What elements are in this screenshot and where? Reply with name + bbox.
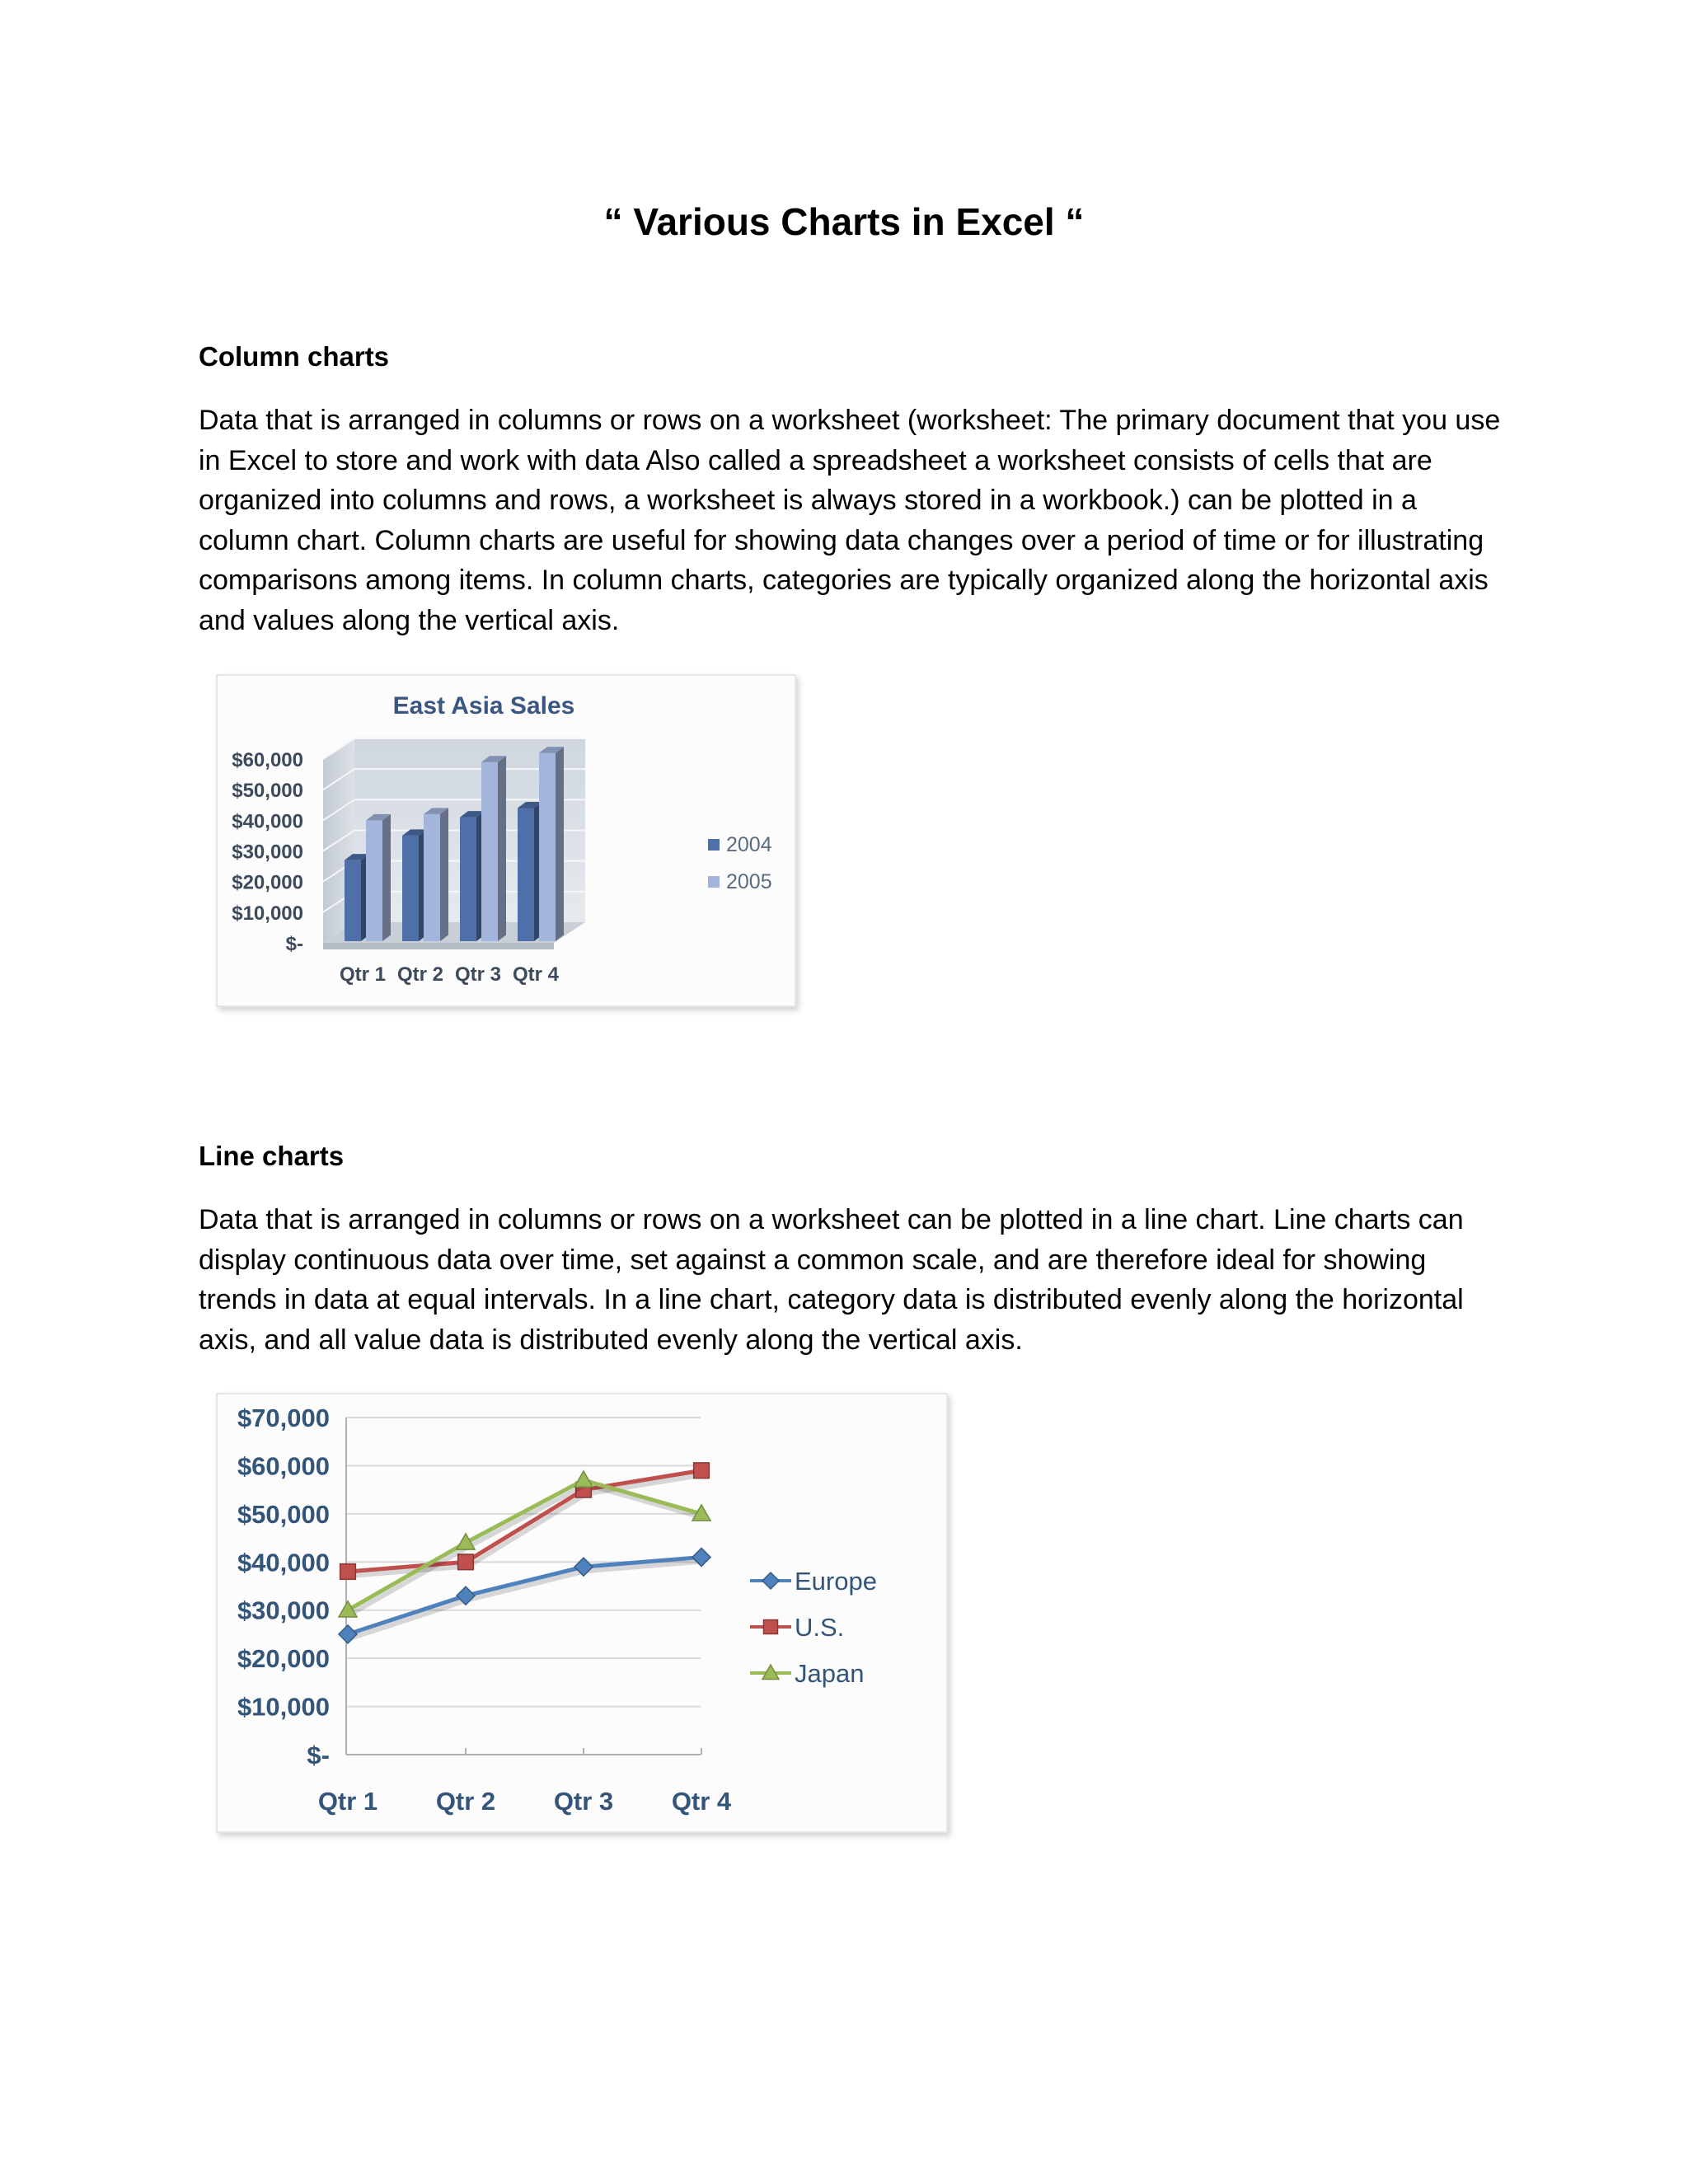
- line-chart: [218, 1394, 946, 1831]
- y-tick-label: $20,000: [237, 1644, 330, 1674]
- bar-side: [556, 747, 564, 941]
- y-tick-label: $10,000: [237, 1692, 330, 1722]
- legend-label: Europe: [795, 1567, 877, 1596]
- y-tick-label: $30,000: [232, 841, 303, 864]
- marker-diamond: [339, 1625, 357, 1643]
- section-heading-line-charts: Line charts: [199, 1141, 345, 1171]
- series-japan: [339, 1471, 710, 1617]
- bar-side: [498, 756, 506, 941]
- legend-swatch: [708, 876, 720, 888]
- y-tick-label: $30,000: [237, 1596, 330, 1625]
- marker-triangle: [574, 1471, 593, 1487]
- legend-label: U.S.: [795, 1613, 845, 1642]
- marker-triangle: [339, 1601, 357, 1617]
- x-tick-label: Qtr 2: [396, 963, 444, 986]
- y-tick-label: $60,000: [232, 749, 303, 771]
- bar: [366, 820, 382, 941]
- x-tick-label: Qtr 1: [317, 1787, 378, 1816]
- bar-side: [440, 808, 448, 941]
- marker-square: [458, 1554, 474, 1570]
- chart-title: East Asia Sales: [392, 692, 575, 719]
- page-title: “ Various Charts in Excel “: [603, 200, 1085, 243]
- line-chart-frame: [216, 1393, 948, 1833]
- column-chart: [218, 676, 795, 1005]
- y-tick-label: $-: [307, 1741, 330, 1769]
- legend-item: [750, 1567, 877, 1596]
- bar: [345, 860, 361, 941]
- bar: [481, 762, 498, 941]
- legend-item: [750, 1659, 864, 1688]
- x-tick-label: Qtr 1: [339, 963, 387, 986]
- floor-edge: [323, 943, 554, 949]
- x-tick-label: Qtr 3: [553, 1787, 614, 1816]
- y-tick-label: $10,000: [232, 902, 303, 925]
- y-tick-label: $50,000: [237, 1499, 330, 1529]
- legend-swatch: [708, 839, 720, 851]
- x-tick-label: Qtr 2: [435, 1787, 496, 1816]
- y-tick-label: $50,000: [232, 780, 303, 803]
- column-chart-frame: [216, 674, 796, 1007]
- section-heading-column-charts: Column charts: [199, 341, 390, 372]
- column-charts-paragraph: Data that is arranged in columns or rows on a worksheet (worksheet: The primary document that you use in Excel to store and work with data Also called a spreadsheet a worksheet consists of cells that are organized into columns and rows, a worksheet is always stored in a workbook.) can be plotted in a column chart. Column charts are useful for showing data changes over a period of time or for illustrating comparisons among items. In column charts, categories are typically organized along the horizontal axis and values along the vertical axis.: [199, 405, 1501, 636]
- legend-label: 2005: [726, 870, 772, 893]
- legend-label: Japan: [795, 1659, 865, 1688]
- bar-side: [382, 814, 391, 941]
- bar: [460, 818, 476, 941]
- bar: [539, 753, 556, 941]
- marker-square: [694, 1463, 710, 1479]
- y-tick-label: $20,000: [232, 871, 303, 894]
- bar: [518, 808, 534, 941]
- y-tick-label: $70,000: [237, 1404, 330, 1432]
- x-tick-label: Qtr 4: [512, 963, 560, 986]
- series-line: [348, 1480, 701, 1610]
- y-tick-label: $40,000: [237, 1548, 330, 1577]
- bar: [402, 836, 419, 941]
- marker-diamond: [762, 1572, 779, 1589]
- legend-item: [750, 1613, 844, 1642]
- x-tick-label: Qtr 4: [671, 1787, 732, 1816]
- marker-square: [764, 1620, 778, 1634]
- x-tick-label: Qtr 3: [454, 963, 502, 986]
- marker-square: [340, 1564, 356, 1580]
- y-tick-label: $40,000: [232, 810, 303, 833]
- y-tick-label: $60,000: [237, 1451, 330, 1481]
- y-tick-label: $-: [285, 933, 303, 955]
- bar: [424, 814, 440, 941]
- series-shadow: [350, 1484, 704, 1615]
- line-charts-paragraph: Data that is arranged in columns or rows on a worksheet can be plotted in a line chart. Line charts can display continuous data over time, set against a common scale, and are therefore ideal for showing trends in data at equal intervals. In a line chart, category data is distributed evenly along the horizontal axis, and all value data is distributed evenly along the vertical axis.: [199, 1204, 1464, 1356]
- legend-label: 2004: [726, 833, 772, 856]
